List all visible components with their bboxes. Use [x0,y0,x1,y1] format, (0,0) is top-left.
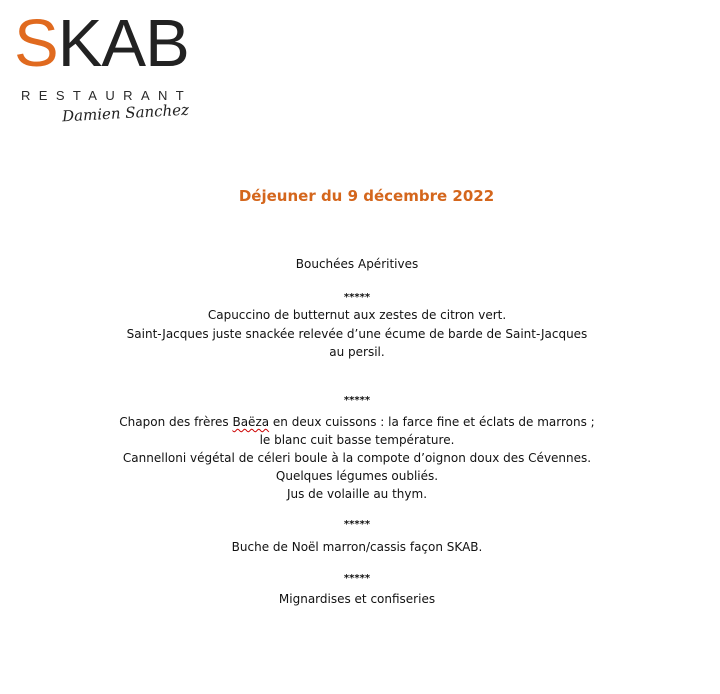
menu-starter-line: Saint-Jacques juste snackée relevée d’une écume de barde de Saint-Jacques [126,327,588,341]
menu-dessert: Buche de Noël marron/cassis façon SKAB. [231,540,483,554]
menu-starter-line: Capuccino de butternut aux zestes de citron vert. [207,308,507,322]
spellcheck-word: Baëza [232,415,270,429]
menu-separator: ***** [343,573,371,584]
menu-starter-line: au persil. [329,345,385,359]
chef-signature: Damien Sanchez [61,100,190,126]
menu-main-line: Cannelloni végétal de céleri boule à la compote d’oignon doux des Cévennes. [122,451,592,465]
logo-rest: KAB [57,6,189,81]
menu-main-line [0,413,714,431]
logo-subtitle: RESTAURANT [21,88,193,103]
menu-main-line: Quelques légumes oubliés. [275,469,439,483]
menu-amuse: Bouchées Apéritives [295,257,419,271]
menu-separator: ***** [343,292,371,303]
menu-separator: ***** [343,519,371,530]
menu-main-line: Jus de volaille au thym. [286,487,428,501]
menu-separator: ***** [343,395,371,406]
main-line-start: Chapon des frères [119,415,233,429]
menu-main-line: le blanc cuit basse température. [259,433,455,447]
restaurant-logo [14,6,246,126]
main-line-end: en deux cuissons : la farce fine et éclats de marrons ; [269,415,595,429]
logo-initial: S [14,6,58,81]
menu-petits-fours: Mignardises et confiseries [278,592,436,606]
menu-title: Déjeuner du 9 décembre 2022 [238,187,495,205]
logo-wordmark [14,6,189,81]
